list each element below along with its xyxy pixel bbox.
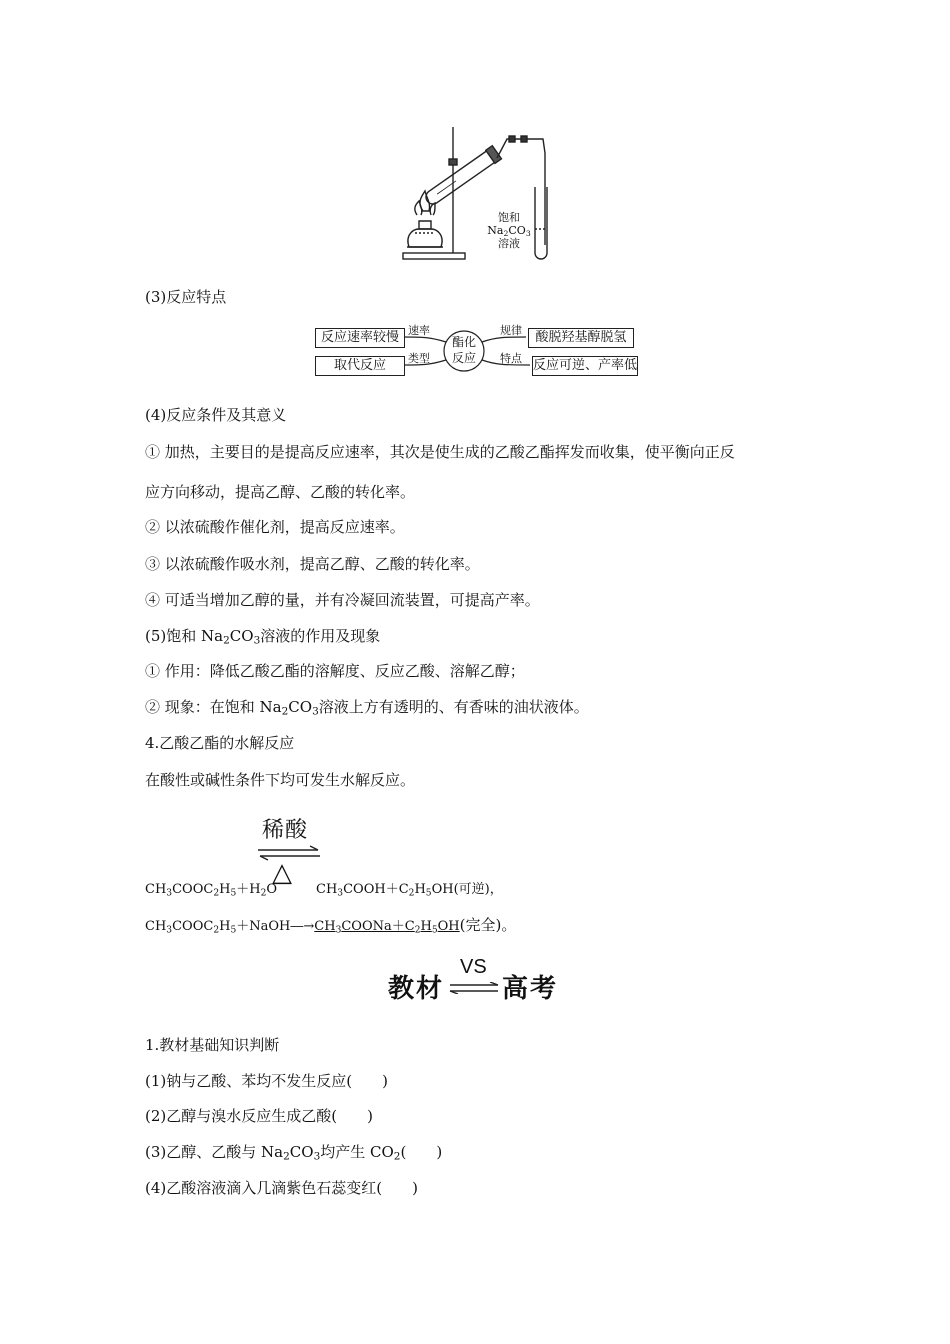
eq2-ps1: 3 [335,925,342,936]
eq1-r1: CH [316,882,338,897]
eq2-products [314,919,459,934]
distillation-apparatus-icon [395,125,565,265]
eq2-p3: H [420,919,432,934]
eq1-t2: COOC [172,882,214,897]
section6-intro: 在酸性或碱性条件下均可发生水解反应。 [145,771,416,789]
box-rate: 反应速率较慢 [315,328,405,348]
condition-top-label: 稀酸 [262,818,309,843]
section4-item3: ③ 以浓硫酸作吸水剂，提高乙醇、乙酸的转化率。 [145,555,480,573]
s5-item2-co: CO [288,698,313,716]
equation2 [145,915,516,937]
eq1-rs3: 5 [425,888,432,899]
section6-heading: 4.乙酸乙酯的水解反应 [145,734,295,752]
box-feature: 反应可逆、产率低 [532,356,638,376]
section4-heading: (4)反应条件及其意义 [145,406,287,424]
quiz-q3 [145,1142,442,1162]
section5-heading [145,626,380,646]
quiz-q1: (1)钠与乙酸、苯均不发生反应( ) [145,1072,388,1090]
box-type: 取代反应 [315,356,405,376]
quiz-q4: (4)乙酸溶液滴入几滴紫色石蕊变红( ) [145,1179,418,1197]
s5-heading-pre: (5)饱和 Na [145,627,224,645]
label-rule: 规律 [500,324,522,337]
eq2-ps3: 5 [431,925,438,936]
apparatus-label-sub2: 2 [503,228,509,238]
eq1-s4: 2 [260,888,267,899]
s5-item2-post: 溶液上方有透明的、有香味的油状液体。 [318,698,589,716]
eq1-t3: H [219,882,231,897]
eq1-s3: 5 [230,888,237,899]
eq1-t4: ＋H [236,882,261,897]
q3-post: ( ) [400,1143,443,1161]
eq2-s3: 5 [230,925,237,936]
eq2-t2: COOC [172,919,214,934]
center-node [448,334,480,366]
section4-item4: ④ 可适当增加乙醇的量，并有冷凝回流装置，可提高产率。 [145,591,540,609]
eq2-p4: OH [437,919,460,934]
q3-sub2: 2 [283,1150,290,1163]
apparatus-figure [395,125,565,265]
eq1-t1: CH [145,882,167,897]
reaction-features-diagram [312,324,642,380]
q3-pre: (3)乙醇、乙酸与 Na [145,1143,284,1161]
eq2-t1: CH [145,919,167,934]
eq2-s2: 2 [213,925,220,936]
eq1-s1: 3 [166,888,173,899]
section5-item2 [145,697,589,717]
eq2-t4: ＋NaOH―→ [236,919,315,934]
q3-sub2b: 2 [393,1150,401,1163]
banner-arrow-icon [448,982,500,994]
apparatus-label-line2 [487,224,531,237]
s5-item2-sub2: 2 [281,705,289,718]
s5-heading-co: CO [229,627,254,645]
apparatus-label-sub3: 3 [525,228,531,238]
banner-top: VS [460,956,487,978]
quiz-q2: (2)乙醇与溴水反应生成乙酸( ) [145,1107,373,1125]
eq2-t3: H [219,919,231,934]
s5-heading-sub3: 3 [253,634,261,647]
section3-heading: (3)反应特点 [145,288,227,306]
equation1-left [145,880,277,900]
apparatus-label-line1: 饱和 [498,211,520,224]
label-type: 类型 [408,352,430,365]
apparatus-label-line3: 溶液 [498,237,520,250]
apparatus-label [487,211,531,250]
section4-item2: ② 以浓硫酸作催化剂，提高反应速率。 [145,518,405,536]
banner-right: 高考 [502,974,559,1004]
q3-mid: 均产生 CO [320,1143,394,1161]
eq1-rs1: 3 [337,888,344,899]
condition-bottom-label: △ [272,858,292,888]
label-feature: 特点 [500,352,522,365]
center-node-line2: 反应 [451,351,476,365]
eq1-rs2: 2 [408,888,415,899]
equation1-right [316,880,503,900]
banner [386,956,566,1008]
section4-item1-line1: ① 加热，主要目的是提高反应速率，其次是使生成的乙酸乙酯挥发而收集，使平衡向正反 [145,443,735,461]
s5-item2-sub3: 3 [312,705,319,718]
banner-left: 教材 [388,974,445,1004]
eq1-s2: 2 [213,888,220,899]
eq2-s1: 3 [166,925,173,936]
apparatus-label-co: CO [508,224,526,237]
apparatus-label-na: Na [487,224,504,237]
s5-heading-post: 溶液的作用及现象 [260,627,381,645]
eq1-t5: O [266,882,278,897]
eq1-r3: H [414,882,426,897]
box-rule: 酸脱羟基醇脱氢 [528,328,634,348]
q3-sub3: 3 [313,1150,321,1163]
q3-co: CO [289,1143,314,1161]
eq2-ps2: 2 [414,925,421,936]
section4-item1-line2: 应方向移动，提高乙醇、乙酸的转化率。 [145,483,416,501]
section5-item1: ① 作用：降低乙酸乙酯的溶解度、反应乙酸、溶解乙醇； [145,662,525,680]
s5-item2-pre: ② 现象：在饱和 Na [145,698,282,716]
eq1-r4: OH(可逆)， [431,882,503,897]
eq2-tail: (完全)。 [459,916,517,934]
quiz-heading: 1.教材基础知识判断 [145,1036,280,1054]
eq1-r2: COOH＋C [343,882,409,897]
eq2-p1: CH [314,919,336,934]
label-rate: 速率 [408,324,430,337]
s5-heading-sub2: 2 [223,634,230,647]
eq2-p2: COONa＋C [341,919,415,934]
center-node-line1: 酯化 [451,335,476,349]
